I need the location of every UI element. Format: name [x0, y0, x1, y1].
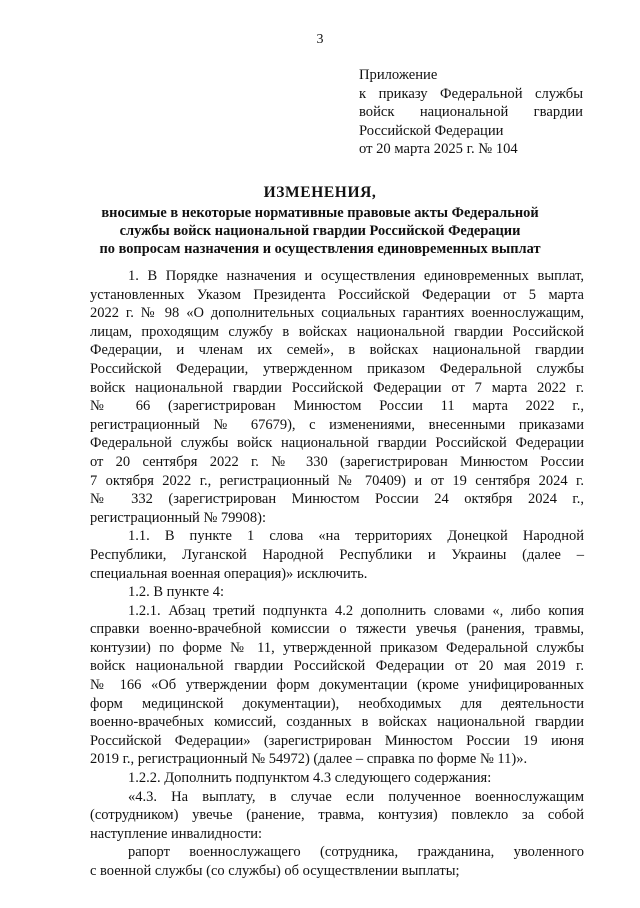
body-line: (сотрудником) увечье (ранение, травма, контузия) повлекло за собой: [90, 807, 584, 824]
body-line: 7 октября 2022 г., регистрационный № 70409) и от 19 сентября 2024 г.: [90, 472, 584, 489]
body-line: Республики, Луганской Народной Республики и Украины (далее –: [90, 546, 584, 563]
document-body: [90, 267, 584, 881]
body-line: 1. В Порядке назначения и осуществления единовременных выплат,: [128, 268, 584, 284]
body-line: с военной службы (со службы) об осуществлении выплаты;: [90, 863, 460, 879]
body-line: форм медицинской документации), необходимых для деятельности: [90, 695, 584, 712]
appendix-line: к приказу Федеральной службы: [359, 85, 583, 102]
appendix-line: Российской Федерации: [359, 122, 504, 139]
body-line: наступление инвалидности:: [90, 825, 263, 842]
document-heading: [60, 184, 580, 259]
body-line: «4.3. На выплату, в случае если полученное военнослужащим: [128, 788, 584, 805]
body-line: установленных Указом Президента Российской Федерации от 5 марта: [90, 286, 584, 303]
body-line: регистрационный № 79908):: [90, 509, 267, 526]
body-line: № 166 «Об утверждении форм документации (кроме унифицированных: [90, 677, 584, 694]
body-line: 1.1. В пункте 1 слова «на территориях Донецкой Народной: [128, 528, 584, 545]
body-line: войск национальной гвардии Российской Федерации от 7 марта 2022 г.: [90, 379, 584, 396]
body-line: справки военно-врачебной комиссии о тяжести увечья (ранения, травмы,: [90, 621, 584, 638]
body-line: 1.2.1. Абзац третий подпункта 4.2 дополнить словами «, либо копия: [128, 602, 584, 619]
body-line: войск национальной гвардии Российской Федерации от 20 мая 2019 г.: [90, 658, 584, 675]
body-line: от 20 сентября 2022 г. № 330 (зарегистрирован Минюстом России: [90, 453, 584, 470]
body-line: лицам, проходящим службу в войсках национальной гвардии Российской: [90, 323, 584, 340]
body-line: регистрационный № 67679), с изменениями, внесенными приказами: [90, 416, 584, 433]
heading-subtitle: [60, 204, 580, 259]
heading-title: ИЗМЕНЕНИЯ,: [263, 184, 377, 201]
body-line: 1.2. В пункте 4:: [128, 584, 224, 601]
appendix-block: [359, 66, 583, 159]
body-line: 2022 г. № 98 «О дополнительных социальных гарантиях военнослужащим,: [90, 305, 584, 322]
body-line: Российской Федерации, утвержденном приказом Федеральной службы: [90, 360, 584, 377]
heading-subtitle-line: вносимые в некоторые нормативные правовые акты Федеральной: [101, 205, 539, 221]
appendix-line: Приложение: [359, 67, 438, 83]
body-line: 1.2.2. Дополнить подпунктом 4.3 следующего содержания:: [128, 770, 492, 787]
body-line: военно-врачебных комиссий, созданных в войсках национальной гвардии: [90, 714, 584, 731]
page-number: 3: [316, 32, 324, 47]
body-line: рапорт военнослужащего (сотрудника, гражданина, уволенного: [128, 844, 584, 861]
appendix-line: от 20 марта 2025 г. № 104: [359, 141, 518, 158]
body-line: Федеральной службы войск национальной гвардии Российской Федерации: [90, 435, 584, 452]
body-line: № 66 (зарегистрирован Минюстом России 11 марта 2022 г.,: [90, 398, 584, 415]
body-line: Федерации, и членам их семей», в войсках национальной гвардии: [90, 342, 584, 359]
body-line: контузии) по форме № 11, утвержденной приказом Федеральной службы: [90, 639, 584, 656]
body-line: Российской Федерации» (зарегистрирован Минюстом России 19 июня: [90, 732, 584, 749]
heading-subtitle-line: службы войск национальной гвардии Российской Федерации: [119, 223, 521, 240]
body-line: 2019 г., регистрационный № 54972) (далее – справка по форме № 11)».: [90, 751, 528, 768]
body-line: № 332 (зарегистрирован Минюстом России 24 октября 2024 г.,: [90, 491, 584, 508]
appendix-line: войск национальной гвардии: [359, 104, 583, 121]
heading-subtitle-line: по вопросам назначения и осуществления единовременных выплат: [99, 241, 541, 258]
body-line: специальная военная операция)» исключить.: [90, 565, 368, 582]
